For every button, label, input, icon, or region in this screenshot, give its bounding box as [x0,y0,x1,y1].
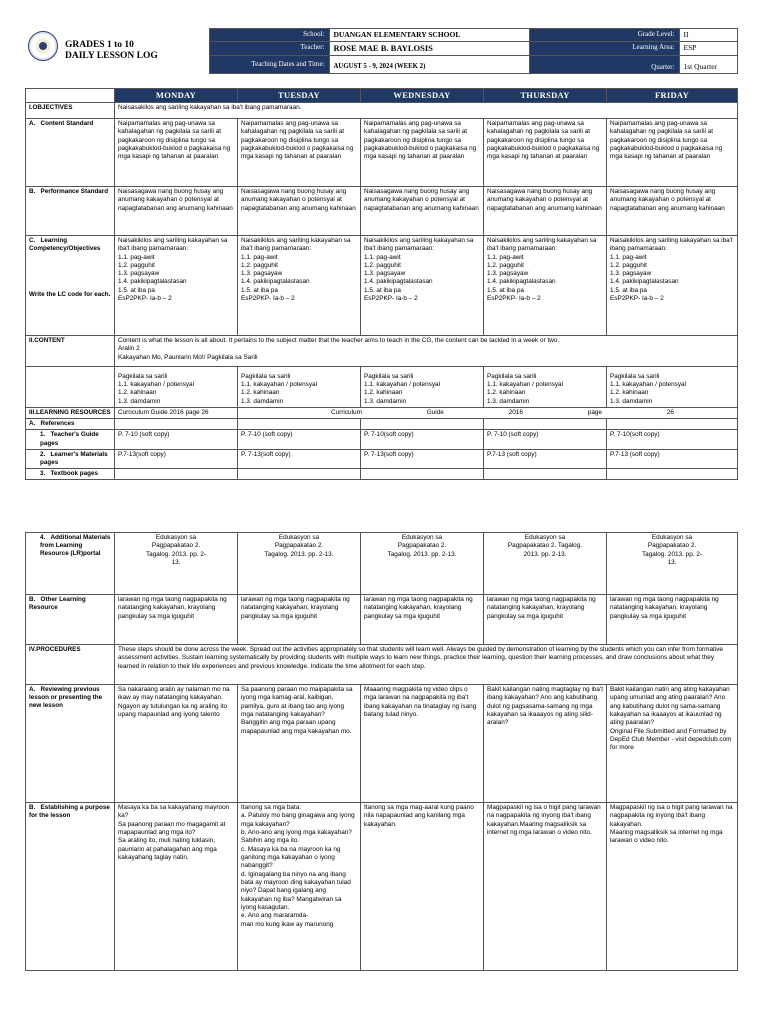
teachers-guide-label: 1. Teacher's Guide pages [26,430,115,449]
purpose-wed: Itanong sa mga mag-aaral kung paano nila napapaunlad ang kanilang mga kakayahan. [361,803,484,971]
ref-tue [238,419,361,430]
deped-seal-cell [25,29,61,74]
ref-wed [361,419,484,430]
review-tue: Sa paanong paraan mo maipapakita sa iyong mga kamag-aral, kaibigan, pamilya, guro at ibang tao ang iyong mga natatanging kakayahan? Banggitin ang mga paraan upang mapapaunlad ang mga kakayahan mo. [238,685,361,803]
lc-code-label: Write the LC code for each. [29,291,111,299]
cg-monday: Curriculum Guide 2016 page 26 [115,407,238,418]
grade-level-value: II [679,29,737,42]
competency-mon: Naisakikilos ang sariling kakayahan sa iba't ibang pamamaraan: 1.1. pag-awit 1.2. pagguhit 1.3. pagsayaw 1.4. pakikipagtalastasan 1.5. at iba pa EsP2PKP- Ia-b – 2 [115,235,238,335]
dates-value: AUGUST 5 - 9, 2024 (WEEK 2) [329,55,529,73]
content-standard-tue: Naipamamalas ang pag-unawa sa kahalagahan ng pagkilala sa sarili at pagkakaroon ng disiplina tungo sa pagkakabuklod-buklod o pagkakaisa ng mga kasapi ng tahanan at paaralan [238,118,361,186]
performance-standard-tue: Naisasagawa nang buong husay ang anumang kakayahan o potensyal at napagtatabanan ang anumang kahinaan [238,186,361,235]
ref-mon [115,419,238,430]
other-wed: larawan ng mga taong nagpapakita ng natatanging kakayahan, krayolang pangkulay sa mga iguguhit [361,595,484,645]
tg-tue: P. 7-10 (soft copy) [238,430,361,449]
grades-title: GRADES 1 to 10 [65,39,134,50]
purpose-tue: Itanong sa mga bata: a. Patuloy mo bang ginagawa ang iyong mga kakayahan? b. Ano-ano ang iyong mga kakayahan? Sabihin ang mga ito. c. Masaya ka ba na mayroon ka ng ganitong mga kakayahan o iyong nabanggit? d. Iginagalang ba ninyo na ang ibang bata ay mayroon ding kakayahan tulad niyo? Dapat bang igalang ang kakayahan ng iba? Mangatwiran sa iyong kasagutan. e. Ano ang mararamda- man mo kung ikaw ay marunong [238,803,361,971]
additional-wed: Edukasyon sa Pagpapakatao 2. Tagalog. 2013. pp. 2-13. [361,533,484,595]
performance-standard-wed: Naisasagawa nang buong husay ang anumang kakayahan o potensyal at napagtatabanan ang anumang kahinaan [361,186,484,235]
header-table [25,28,738,74]
dll-table-1 [25,88,738,480]
tb-tue [238,469,361,480]
learners-materials-label: 2. Learner's Materials pages [26,449,115,468]
performance-standard-label: B. Performance Standard [26,186,115,235]
review-fri: Bakit kailangan natin ang ating kakayahan upang umunlad ang ating paaralan? Ano ang kabutihang dulot ng sama-samang kakayahan sa ikaaayos at ikauunlad ng ating paaralan? Original File Submitted and Formatted by DepEd Club Member - visit depedclub.com for more [607,685,738,803]
cg-word-2: Guide [426,408,444,416]
day-monday: MONDAY [115,88,238,102]
tb-fri [607,469,738,480]
ref-fri [607,419,738,430]
learning-area-value: ESP [679,41,737,55]
deped-seal-icon [28,31,58,61]
lm-wed: P. 7-13(soft copy) [361,449,484,468]
competency-thu: Naisakikilos ang sariling kakayahan sa iba't ibang pamamaraan: 1.1. pag-awit 1.2. pagguhit 1.3. pagsayaw 1.4. pakikipagtalastasan 1.5. at iba pa EsP2PKP- Ia-b – 2 [484,235,607,335]
lm-mon: P.7-13(soft copy) [115,449,238,468]
other-fri: larawan ng mga taong nagpapakita ng natatanging kakayahan, krayolang pangkulay sa mga iguguhit [607,595,738,645]
other-mon: larawan ng mga taong nagpapakita ng natatanging kakayahan, krayolang pangkulay sa mga iguguhit [115,595,238,645]
log-title: DAILY LESSON LOG [65,50,158,61]
review-label: A. Reviewing previous lesson or presenting the new lesson [26,685,115,803]
cg-word-3: 2016 [508,408,523,416]
review-wed: Maaaring magpakita ng video clips o mga larawan na nagpapakita ng iba't ibang kakayahan na tinataglay ng isang batang tulad ninyo. [361,685,484,803]
other-thu: larawan ng mga taong nagpapakita ng natatanging kakayahan, krayolang pangkulay sa mga iguguhit [484,595,607,645]
content-topic-fri: Pagkilala sa sarili 1.1. kakayahan / potensyal 1.2. kahinaan 1.3. damdamin [607,366,738,407]
corner-cell [26,88,115,102]
references-label: A. References [26,419,115,430]
procedures-intro: These steps should be done across the week. Spread out the activities appropriately so that students will learn well. Always be guided by demonstration of learning by the students which you can infer from formative assessment activities. Sustain learning systematically by providing students with multiple ways to learn new things, practice their learning, question their learning processes, and draw conclusions about what they learned in relation to their life experiences and previous knowledge. Indicate the time allotment for each step. [115,645,738,685]
learning-area-label: Learning Area: [529,41,679,55]
cg-word-4: page [587,408,602,416]
additional-mon: Edukasyon sa Pagpapakatao 2. Tagalog. 2013. pp. 2- 13. [115,533,238,595]
day-wednesday: WEDNESDAY [361,88,484,102]
performance-standard-mon: Naisasagawa nang buong husay ang anumang kakayahan o potensyal at napagtatabanan ang anumang kahinaan [115,186,238,235]
procedures-label: IV.PROCEDURES [26,645,115,685]
title-cell [61,29,209,74]
tg-fri: P. 7-10(soft copy) [607,430,738,449]
lm-thu: P.7-13 (soft copy) [484,449,607,468]
cg-word-5: 26 [666,408,674,416]
cg-rest-row [241,409,734,417]
competency-label: C. Learning Competency/Objectives [29,236,101,253]
additional-tue: Edukasyon sa Pagpapakatao 2. Tagalog. 2013. pp. 2-13. [238,533,361,595]
content-standard-mon: Naipamamalas ang pag-unawa sa kahalagahan ng pagkilala sa sarili at pagkakaroon ng disiplina tungo sa pagkakabuklod-buklod o pagkakaisa ng mga kasapi ng tahanan at paaralan [115,118,238,186]
additional-materials-label: 4. Additional Materials from Learning Resource (LR)portal [26,533,115,595]
additional-thu: Edukasyon sa Pagpapakatao 2. Tagalog. 2013. pp. 2-13. [484,533,607,595]
objectives-text: Naisasakilos ang sariling kakayahan sa iba't ibang pamamaraan. [115,102,738,118]
tb-wed [361,469,484,480]
school-value: DUANGAN ELEMENTARY SCHOOL [329,29,529,42]
performance-standard-fri: Naisasagawa nang buong husay ang anumang kakayahan o potensyal at napagtatabanan ang anumang kahinaan [607,186,738,235]
page-2 [25,532,737,971]
review-thu: Bakit kailangan nating magtaglay ng iba't ibang kakayahan? Ano ang kabutihang dulot ng pagsasama-samang ng mga kakayahan sa ikaaayos ng ating silid-aralan? [484,685,607,803]
review-mon: Sa nakaraang aralin ay nalaman mo na ikaw ay may natatanging kakayahan. Ngayon ay tutulungan ka ng araling ito upang mapaunlad ang iyong talento [115,685,238,803]
school-label: School: [209,29,329,42]
grade-level-label: Grade Level: [529,29,679,42]
purpose-fri: Magpapaskil ng isa o higit pang larawan na nagpapakita ng inyong iba't ibang kakayahan. Maaring magsaliksik sa internet ng mga larawan o video nito. [607,803,738,971]
content-topic-wed: Pagkilala sa sarili 1.1. kakayahan / potensyal 1.2. kahinaan 1.3. damdamin [361,366,484,407]
other-resource-label: B. Other Learning Resource [26,595,115,645]
tg-thu: P. 7-10 (soft copy) [484,430,607,449]
cg-word-1: Curriculum [331,408,362,416]
tb-mon [115,469,238,480]
quarter-value: 1st Quarter [679,55,737,73]
resources-label: III.LEARNING RESOURCES [26,407,115,418]
tg-wed: P. 7-10(soft copy) [361,430,484,449]
day-tuesday: TUESDAY [238,88,361,102]
day-friday: FRIDAY [607,88,738,102]
cg-rest [238,407,738,418]
purpose-mon: Masaya ka ba sa kakayahang mayroon ka? Sa paanong paraan mo magagamit at mapapaunlad ang mga ito? Sa araling ito, muli nating tuklasin, paunlarin at pahalagahan ang mga kakayahang taglay natin. [115,803,238,971]
competency-wed: Naisakikilos ang sariling kakayahan sa iba't ibang pamamaraan: 1.1. pag-awit 1.2. pagguhit 1.3. pagsayaw 1.4. pakikipagtalastasan 1.5. at iba pa EsP2PKP- Ia-b – 2 [361,235,484,335]
ref-thu [484,419,607,430]
content-topic-mon: Pagkilala sa sarili 1.1. kakayahan / potensyal 1.2. kahinaan 1.3. damdamin [115,366,238,407]
performance-standard-thu: Naisasagawa nang buong husay ang anumang kakayahan o potensyal at napagtatabanan ang anumang kahinaan [484,186,607,235]
content-topic-tue: Pagkilala sa sarili 1.1. kakayahan / potensyal 1.2. kahinaan 1.3. damdamin [238,366,361,407]
competency-cell [26,235,115,335]
content-label: II.CONTENT [26,335,115,366]
lm-tue: P. 7-13(soft copy) [238,449,361,468]
content-standard-label: A. Content Standard [26,118,115,186]
dll-table-2 [25,532,738,971]
content-intro: Content is what the lesson is all about. It pertains to the subject matter that the teacher aims to teach in the CG, the content can be tackled in a week or two. Aralin 2 Kakayahan Mo, Paunlarin Mo!/ Pagkilala sa Sarili [115,335,738,366]
quarter-label: Quarter: [529,55,679,73]
content-topics-spacer [26,366,115,407]
purpose-thu: Magpapaskil ng isa o higit pang larawan na nagpapakita ng inyong iba't ibang kakayahan.Maaring magsaliksik sa internet ng mga larawan o video nito. [484,803,607,971]
content-standard-thu: Naipamamalas ang pag-unawa sa kahalagahan ng pagkilala sa sarili at pagkakaroon ng disiplina tungo sa pagkakabuklod-buklod o pagkakaisa ng mga kasapi ng tahanan at paaralan [484,118,607,186]
lm-fri: P.7-13 (soft copy) [607,449,738,468]
teacher-label: Teacher: [209,41,329,55]
competency-tue: Naisakikilos ang sariling kakayahan sa iba't ibang pamamaraan: 1.1. pag-awit 1.2. pagguhit 1.3. pagsayaw 1.4. pakikipagtalastasan 1.5. at iba pa EsP2PKP- Ia-b – 2 [238,235,361,335]
content-topic-thu: Pagkilala sa sarili 1.1. kakayahan / potensyal 1.2. kahinaan 1.3. damdamin [484,366,607,407]
content-standard-wed: Naipamamalas ang pag-unawa sa kahalagahan ng pagkilala sa sarili at pagkakaroon ng disiplina tungo sa pagkakabuklod-buklod o pagkakaisa ng mga kasapi ng tahanan at paaralan [361,118,484,186]
page-1 [25,28,737,480]
textbook-label: 3. Textbook pages [26,469,115,480]
day-thursday: THURSDAY [484,88,607,102]
content-standard-fri: Naipamamalas ang pag-unawa sa kahalagahan ng pagkilala sa sarili at pagkakaroon ng disiplina tungo sa pagkakabuklod-buklod o pagkakaisa ng mga kasapi ng tahanan at paaralan [607,118,738,186]
purpose-label: B. Establishing a purpose for the lesson [26,803,115,971]
competency-fri: Naisakikilos ang sariling kakayahan sa iba't ibang pamamaraan: 1.1. pag-awit 1.2. pagguhit 1.3. pagsayaw 1.4. pakikipagtalastasan 1.5. at iba pa EsP2PKP- Ia-b – 2 [607,235,738,335]
tg-mon: P. 7-10 (soft copy) [115,430,238,449]
dates-label: Teaching Dates and Time: [209,55,329,73]
objectives-label: I.OBJECTIVES [26,102,115,118]
tb-thu [484,469,607,480]
teacher-value: ROSE MAE B. BAYLOSIS [329,41,529,55]
additional-fri: Edukasyon sa Pagpapakatao 2. Tagalog. 2013. pp. 2- 13. [607,533,738,595]
other-tue: larawan ng mga taong nagpapakita ng natatanging kakayahan, krayolang pangkulay sa mga iguguhit [238,595,361,645]
